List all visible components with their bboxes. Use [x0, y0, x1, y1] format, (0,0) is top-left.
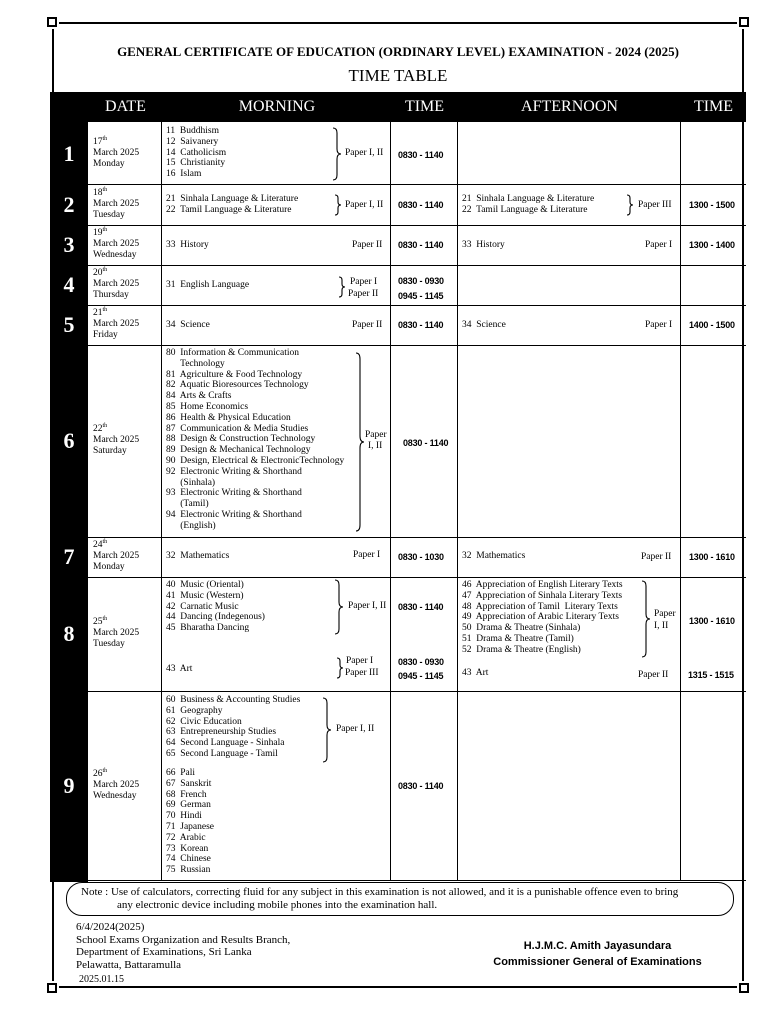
- paper-label: Paper I: [350, 277, 378, 287]
- brace: [640, 580, 652, 658]
- col-time-morning: TIME: [404, 98, 445, 115]
- subject-list: [462, 580, 623, 656]
- office-line: School Exams Organization and Results Branch,: [76, 933, 291, 946]
- subject-item: 22 Tamil Language & Literature: [462, 204, 588, 215]
- brace: [333, 579, 345, 635]
- subject-item: 85 Home Economics: [166, 401, 249, 412]
- paper-label: Paper III: [638, 200, 672, 210]
- subject-item: 45 Bharatha Dancing: [166, 623, 250, 634]
- exam-time: 1315 - 1515: [688, 670, 734, 680]
- subject-list: [462, 320, 506, 331]
- subject-item: 41 Music (Western): [166, 590, 244, 601]
- date-cell: 19th March 2025 Wednesday: [93, 226, 140, 260]
- date-cell: 18th March 2025 Tuesday: [93, 186, 140, 220]
- signatory-designation: Commissioner General of Examinations: [493, 956, 702, 968]
- row-number: 5: [63, 312, 75, 337]
- subject-item: 21 Sinhala Language & Literature: [166, 194, 299, 204]
- subject-item: 48 Appreciation of Tamil Literary Texts: [462, 601, 618, 612]
- reference-number: 6/4/2024(2025): [76, 921, 145, 933]
- subject-item: 52 Drama & Theatre (English): [462, 644, 581, 655]
- date-cell: 24th March 2025 Monday: [93, 538, 140, 572]
- subject-item: 46 Appreciation of English Literary Texts: [462, 580, 623, 590]
- page-border: [52, 22, 744, 988]
- paper-label: Paper I: [645, 240, 673, 250]
- subject-item: 92 Electronic Writing & Shorthand: [166, 466, 302, 477]
- corner-ornament: [45, 15, 59, 29]
- note-box: [66, 882, 734, 916]
- col-divider: [161, 122, 162, 880]
- issue-date: 2025.01.15: [79, 974, 124, 985]
- exam-time: 0830 - 1140: [398, 200, 444, 210]
- corner-ornament: [737, 15, 751, 29]
- exam-time: 0945 - 1145: [398, 671, 444, 681]
- row-divider: [88, 184, 746, 185]
- row-divider: [88, 225, 746, 226]
- subject-list: [462, 668, 488, 679]
- subject-list: [166, 320, 210, 331]
- row-number: 1: [63, 141, 75, 166]
- col-date: DATE: [105, 98, 146, 115]
- row-number: 6: [63, 428, 75, 453]
- row-divider: [88, 537, 746, 538]
- exam-title: GENERAL CERTIFICATE OF EDUCATION (ORDINARY LEVEL) EXAMINATION - 2024 (2025): [117, 44, 679, 59]
- row-number: 7: [63, 544, 75, 569]
- subject-item: 88 Design & Construction Technology: [166, 434, 316, 445]
- subject-list: [166, 768, 214, 876]
- col-divider: [457, 122, 458, 880]
- subject-item: 68 French: [166, 789, 207, 800]
- exam-time: 0830 - 1030: [398, 552, 444, 562]
- row-number: 3: [63, 232, 75, 257]
- subject-item: 14 Catholicism: [166, 147, 227, 158]
- col-divider: [680, 122, 681, 880]
- date-cell: 17th March 2025 Monday: [93, 135, 140, 169]
- timetable-title: TIME TABLE: [348, 66, 448, 85]
- paper-label: Paper I: [353, 550, 381, 560]
- exam-time: 0830 - 0930: [398, 657, 444, 667]
- signatory-name: H.J.M.C. Amith Jayasundara: [523, 940, 672, 952]
- subject-item: 94 Electronic Writing & Shorthand: [166, 509, 302, 520]
- subject-item: 33 History: [166, 240, 209, 250]
- subject-item: 82 Aquatic Bioresources Technology: [166, 380, 309, 391]
- subject-list: [462, 194, 594, 216]
- subject-item: 65 Second Language - Tamil: [166, 748, 278, 759]
- subject-list: [166, 695, 300, 760]
- row-number: 2: [63, 192, 75, 217]
- row-divider: [88, 305, 746, 306]
- paper-label: Paper I: [645, 320, 673, 330]
- date-cell: 25th March 2025 Tuesday: [93, 615, 140, 649]
- subject-item: 64 Second Language - Sinhala: [166, 738, 285, 749]
- subject-item: 33 History: [462, 240, 505, 250]
- date-cell: 21th March 2025 Friday: [93, 306, 140, 340]
- paper-label: Paper II: [348, 289, 379, 299]
- subject-list: [166, 551, 229, 562]
- office-line: Department of Examinations, Sri Lanka: [76, 946, 252, 958]
- brace: [625, 194, 635, 216]
- paper-label: Paper II: [641, 552, 672, 562]
- subject-item: 49 Appreciation of Arabic Literary Texts: [462, 612, 619, 623]
- subject-item: 31 English Language: [166, 280, 250, 290]
- date-cell: 26th March 2025 Wednesday: [93, 767, 140, 801]
- subject-item: 73 Korean: [166, 843, 209, 854]
- paper-label: I, II: [368, 441, 383, 451]
- subject-item: 90 Design, Electrical & ElectronicTechnology: [166, 455, 345, 466]
- subject-list: [166, 664, 192, 675]
- col-morning: MORNING: [238, 98, 316, 115]
- brace: [321, 697, 333, 763]
- brace: [335, 657, 345, 679]
- exam-time: 1400 - 1500: [689, 320, 735, 330]
- subject-item: 72 Arabic: [166, 832, 206, 843]
- issuing-office: [76, 921, 290, 971]
- subject-item: 84 Arts & Crafts: [166, 391, 232, 402]
- subject-item: 34 Science: [166, 320, 210, 330]
- row-divider: [88, 345, 746, 346]
- subject-item: 47 Appreciation of Sinhala Literary Texts: [462, 590, 623, 601]
- subject-item: 66 Pali: [166, 768, 196, 778]
- exam-time: 1300 - 1400: [689, 240, 735, 250]
- paper-label: Paper II: [352, 240, 383, 250]
- office-line: Pelawatta, Battaramulla: [76, 958, 182, 971]
- brace: [354, 352, 366, 532]
- subject-item: 81 Agriculture & Food Technology: [166, 369, 303, 380]
- paper-label: Paper III: [345, 668, 379, 678]
- exam-time: 1300 - 1500: [689, 200, 735, 210]
- exam-time: 0830 - 1140: [398, 240, 444, 250]
- subject-list: [166, 348, 344, 532]
- exam-time: 0945 - 1145: [398, 291, 444, 301]
- exam-time: 0830 - 1140: [398, 602, 444, 612]
- exam-time: 0830 - 1140: [398, 781, 444, 791]
- signature-block: [490, 938, 705, 970]
- paper-label: Paper I, II: [345, 148, 384, 158]
- table-header: [50, 92, 746, 122]
- subject-item: (Sinhala): [166, 477, 216, 488]
- row-divider: [88, 691, 746, 692]
- brace: [337, 276, 347, 298]
- subject-item: 43 Art: [166, 664, 193, 674]
- subject-list: [166, 280, 249, 291]
- subject-item: 40 Music (Oriental): [166, 580, 244, 590]
- subject-list: [166, 580, 265, 634]
- subject-item: 32 Mathematics: [166, 551, 230, 561]
- subject-item: 60 Business & Accounting Studies: [166, 695, 301, 705]
- subject-item: 32 Mathematics: [462, 551, 526, 561]
- subject-item: 74 Chinese: [166, 854, 211, 865]
- subject-item: 11 Buddhism: [166, 126, 219, 136]
- subject-list: [462, 551, 525, 562]
- paper-label: Paper I, II: [345, 200, 384, 210]
- col-afternoon: AFTERNOON: [521, 98, 618, 115]
- col-time-afternoon: TIME: [693, 98, 734, 115]
- exam-time: 0830 - 1140: [398, 320, 444, 330]
- subject-list: [166, 240, 209, 251]
- subject-list: [462, 240, 505, 251]
- exam-time: 1300 - 1610: [689, 552, 735, 562]
- subject-item: 89 Design & Mechanical Technology: [166, 445, 311, 456]
- exam-time: 0830 - 1140: [403, 438, 449, 448]
- brace: [333, 194, 343, 216]
- exam-time: 0830 - 0930: [398, 276, 444, 286]
- paper-label: Paper: [365, 430, 387, 440]
- row-number: 8: [63, 621, 75, 646]
- subject-item: 34 Science: [462, 320, 506, 330]
- subject-item: 50 Drama & Theatre (Sinhala): [462, 623, 581, 634]
- paper-label: Paper: [654, 609, 676, 619]
- subject-item: (Tamil): [166, 499, 209, 510]
- subject-item: 69 German: [166, 800, 211, 811]
- paper-label: Paper I: [346, 656, 374, 666]
- subject-item: 43 Art: [462, 668, 489, 678]
- subject-item: 12 Saivanery: [166, 136, 219, 147]
- exam-time: 1300 - 1610: [689, 616, 735, 626]
- subject-item: 51 Drama & Theatre (Tamil): [462, 633, 574, 644]
- subject-item: (English): [166, 520, 216, 531]
- subject-item: 16 Islam: [166, 169, 202, 180]
- note-line: Note : Use of calculators, correcting fluid for any subject in this examination is not allowed, and it is a punishable offence even to bring: [81, 886, 679, 898]
- subject-item: 15 Christianity: [166, 158, 226, 169]
- paper-label: Paper I, II: [348, 601, 387, 611]
- subject-item: 61 Geography: [166, 705, 223, 716]
- row-divider: [88, 265, 746, 266]
- row-divider: [88, 577, 746, 578]
- subject-item: 63 Entrepreneurship Studies: [166, 727, 277, 738]
- paper-label: Paper I, II: [336, 724, 375, 734]
- subject-list: [166, 126, 226, 180]
- row-number: 4: [63, 272, 75, 297]
- date-cell: 20th March 2025 Thursday: [93, 266, 140, 300]
- paper-label: Paper II: [638, 670, 669, 680]
- subject-item: 87 Communication & Media Studies: [166, 423, 309, 434]
- subject-item: 86 Health & Physical Education: [166, 412, 291, 423]
- brace: [331, 127, 343, 181]
- subject-item: 80 Information & Communication: [166, 348, 299, 358]
- subject-item: 70 Hindi: [166, 811, 202, 822]
- corner-ornament: [45, 981, 59, 995]
- subject-item: 67 Sanskrit: [166, 778, 212, 789]
- paper-label: Paper II: [352, 320, 383, 330]
- subject-item: 62 Civic Education: [166, 716, 242, 727]
- subject-item: 42 Carnatic Music: [166, 601, 239, 612]
- row-divider: [88, 880, 746, 881]
- col-divider: [390, 122, 391, 880]
- subject-list: [166, 194, 298, 216]
- subject-item: 22 Tamil Language & Literature: [166, 204, 292, 215]
- subject-item: 71 Japanese: [166, 821, 215, 832]
- subject-item: Technology: [166, 358, 225, 369]
- row-number: 9: [63, 773, 75, 798]
- paper-label: I, II: [654, 621, 669, 631]
- corner-ornament: [737, 981, 751, 995]
- note-line: any electronic device including mobile phones into the examination hall.: [117, 899, 438, 911]
- exam-time: 0830 - 1140: [398, 150, 444, 160]
- subject-item: 93 Electronic Writing & Shorthand: [166, 488, 302, 499]
- subject-item: 21 Sinhala Language & Literature: [462, 194, 595, 204]
- subject-item: 75 Russian: [166, 865, 211, 876]
- date-cell: 22th March 2025 Saturday: [93, 422, 140, 456]
- subject-item: 44 Dancing (Indegenous): [166, 612, 265, 623]
